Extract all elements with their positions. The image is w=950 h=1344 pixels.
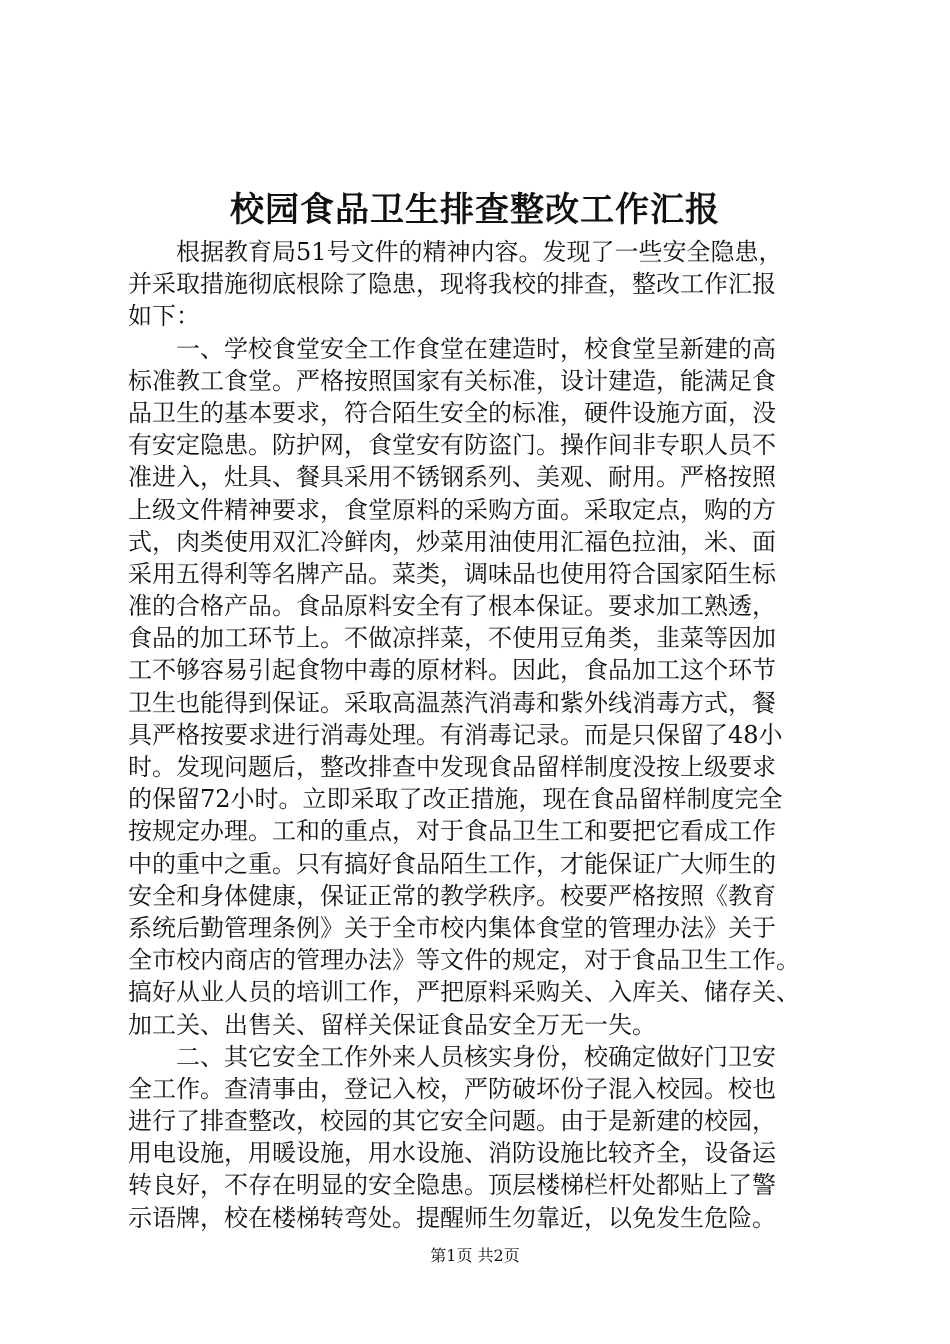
text-line: 中的重中之重。只有搞好食品陌生工作，才能保证广大师生的 [128, 849, 776, 878]
text-line: 进行了排查整改，校园的其它安全问题。由于是新建的校园， [128, 1107, 776, 1136]
page-footer: 第1页 共2页 [430, 1246, 520, 1265]
text-line: 如下： [128, 302, 200, 331]
text-line: 转良好，不存在明显的安全隐患。顶层楼梯栏杆处都贴上了警 [128, 1171, 776, 1200]
text-line: 的保留72小时。立即采取了改正措施，现在食品留样制度完全 [128, 785, 783, 814]
text-line: 具严格按要求进行消毒处理。有消毒记录。而是只保留了48小 [128, 720, 783, 749]
text-line: 上级文件精神要求，食堂原料的采购方面。采取定点，购的方 [128, 495, 776, 524]
text-line: 准的合格产品。食品原料安全有了根本保证。要求加工熟透， [128, 592, 776, 621]
text-line: 加工关、出售关、留样关保证食品安全万无一失。 [128, 1010, 656, 1039]
text-line: 二、其它安全工作外来人员核实身份，校确定做好门卫安 [176, 1042, 776, 1071]
text-line: 根据教育局51号文件的精神内容。发现了一些安全隐患， [176, 238, 783, 266]
text-line: 式，肉类使用双汇冷鲜肉，炒菜用油使用汇福色拉油，米、面 [128, 527, 776, 556]
paragraph [128, 1041, 863, 1234]
document-title: 校园食品卫生排查整改工作汇报 [230, 190, 720, 230]
text-line: 工不够容易引起食物中毒的原材料。因此，食品加工这个环节 [128, 656, 776, 685]
text-line: 并采取措施彻底根除了隐患，现将我校的排查，整改工作汇报 [128, 270, 776, 299]
text-line: 一、学校食堂安全工作食堂在建造时，校食堂呈新建的高 [176, 334, 776, 363]
text-line: 全工作。查清事由，登记入校，严防破坏份子混入校园。校也 [128, 1074, 776, 1103]
text-line: 系统后勤管理条例》关于全市校内集体食堂的管理办法》关于 [128, 913, 776, 942]
paragraph [128, 333, 863, 1041]
text-line: 采用五得利等名牌产品。菜类，调味品也使用符合国家陌生标 [128, 559, 776, 588]
text-line: 示语牌，校在楼梯转弯处。提醒师生勿靠近，以免发生危险。 [128, 1203, 776, 1232]
text-line: 标准教工食堂。严格按照国家有关标准，设计建造，能满足食 [128, 366, 776, 395]
text-line: 全市校内商店的管理办法》等文件的规定，对于食品卫生工作。 [128, 946, 800, 975]
text-line: 品卫生的基本要求，符合陌生安全的标准，硬件设施方面，没 [128, 398, 776, 427]
text-line: 卫生也能得到保证。采取高温蒸汽消毒和紫外线消毒方式，餐 [128, 688, 776, 717]
text-line: 准进入，灶具、餐具采用不锈钢系列、美观、耐用。严格按照 [128, 463, 776, 492]
text-line: 食品的加工环节上。不做凉拌菜，不使用豆角类，韭菜等因加 [128, 624, 776, 653]
text-line: 有安定隐患。防护网，食堂安有防盗门。操作间非专职人员不 [128, 431, 776, 460]
text-line: 时。发现问题后，整改排查中发现食品留样制度没按上级要求 [128, 753, 776, 781]
paragraph [128, 236, 863, 333]
text-line: 搞好从业人员的培训工作，严把原料采购关、入库关、储存关、 [128, 978, 800, 1007]
text-line: 按规定办理。工和的重点，对于食品卫生工和要把它看成工作 [128, 817, 776, 846]
text-line: 安全和身体健康，保证正常的教学秩序。校要严格按照《教育 [128, 881, 776, 910]
text-line: 用电设施，用暖设施，用水设施、消防设施比较齐全，设备运 [128, 1139, 776, 1168]
document-body [128, 236, 863, 1234]
